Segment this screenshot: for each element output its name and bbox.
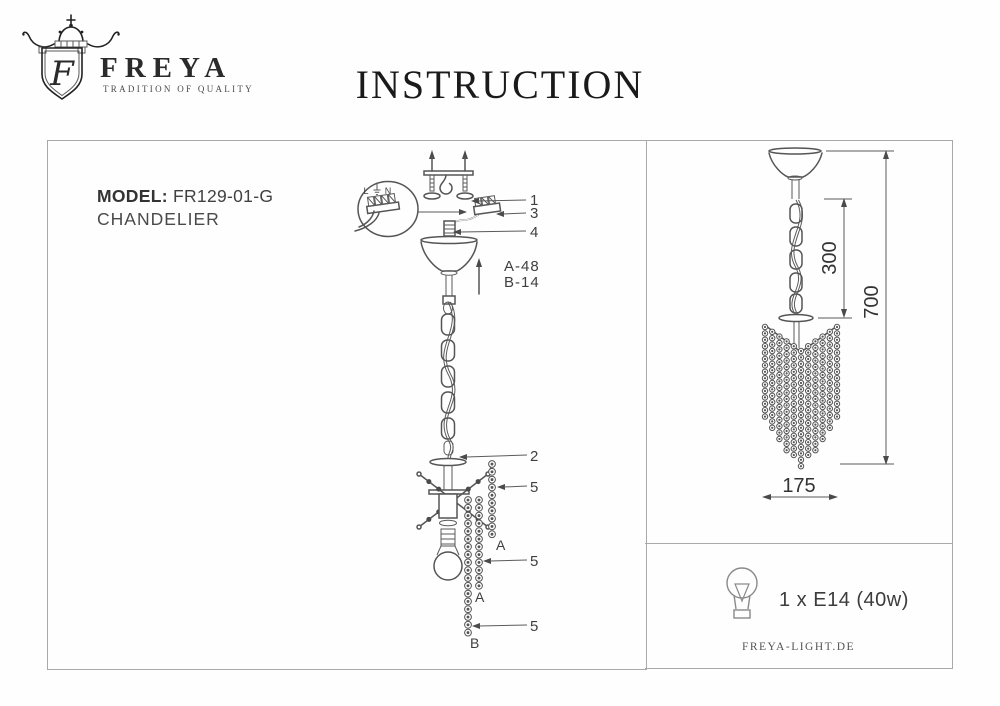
- callout-3: [496, 205, 538, 222]
- terminal-live-label: L: [363, 186, 369, 196]
- lamp-socket: [439, 494, 457, 526]
- crown-swirl-right-icon: [88, 32, 120, 47]
- dim-300-label: 300: [819, 241, 841, 275]
- mount-code-a: A-48: [504, 258, 540, 275]
- brand-tagline: TRADITION OF QUALITY: [103, 84, 254, 94]
- dim-fixture: [762, 315, 839, 469]
- model-label: MODEL:: [97, 186, 168, 206]
- callout-1-label: 1: [530, 192, 539, 209]
- light-bulb: [434, 529, 462, 580]
- suspension-wire: [444, 302, 455, 458]
- bead-cascade: [762, 324, 839, 469]
- callout-5c-label: 5: [530, 618, 539, 635]
- shield-icon: [39, 47, 85, 99]
- callout-2-label: 2: [530, 448, 539, 465]
- hanger-plate: [430, 459, 466, 466]
- up-arrow-icon: [476, 258, 482, 294]
- callout-2: [459, 448, 538, 465]
- ground-icon: [374, 184, 381, 195]
- callout-5b-label: 5: [530, 553, 539, 570]
- callout-3-label: 3: [530, 205, 539, 222]
- point-label-b: B: [470, 635, 480, 651]
- terminal-block: [473, 195, 501, 214]
- crown-icon: [55, 15, 87, 47]
- mounting-bracket: [424, 150, 473, 199]
- detail-terminal-block: [366, 193, 400, 213]
- terminal-neutral-label: N: [384, 186, 392, 196]
- dim-700-label: 700: [861, 285, 883, 319]
- point-label-a1: A: [496, 537, 506, 553]
- power-wire: [452, 215, 478, 224]
- bead-strand-b: [465, 497, 472, 636]
- assembly-diagram: [355, 150, 540, 651]
- callout-5a: [497, 479, 538, 496]
- brand-monogram: F: [50, 54, 74, 94]
- callout-4-label: 4: [530, 224, 539, 241]
- bead-strand-a2: [476, 497, 483, 590]
- detail-pointer: [417, 209, 467, 215]
- threaded-nipple: [444, 221, 455, 236]
- dim-175-label: 175: [782, 475, 816, 497]
- bulb-icon: [727, 568, 757, 618]
- crown-swirl-left-icon: [22, 32, 54, 47]
- dimension-drawing: [762, 148, 894, 500]
- product-type: CHANDELIER: [97, 209, 220, 229]
- bead-strand-a1: [489, 461, 496, 538]
- lamp-spec: 1 x E14 (40w): [779, 589, 909, 611]
- dim-300: [818, 198, 852, 318]
- callout-5a-label: 5: [530, 479, 539, 496]
- brand-logo: [22, 15, 119, 99]
- callout-5b: [483, 553, 538, 570]
- page-title: INSTRUCTION: [355, 62, 645, 107]
- website: FREYA-LIGHT.DE: [741, 641, 856, 653]
- ceiling-hook-icon: [440, 175, 452, 194]
- model-number: FR129-01-G: [173, 186, 274, 206]
- point-label-a2: A: [475, 589, 485, 605]
- brand-name: FREYA: [100, 52, 233, 84]
- dim-ceiling-cup: [769, 148, 822, 199]
- dim-175: [762, 475, 838, 500]
- detail-circle: [355, 182, 418, 237]
- ceiling-cup: [421, 237, 477, 315]
- dim-chain: [790, 200, 803, 314]
- callout-5c: [472, 618, 538, 635]
- mount-code-b: B-14: [504, 274, 540, 291]
